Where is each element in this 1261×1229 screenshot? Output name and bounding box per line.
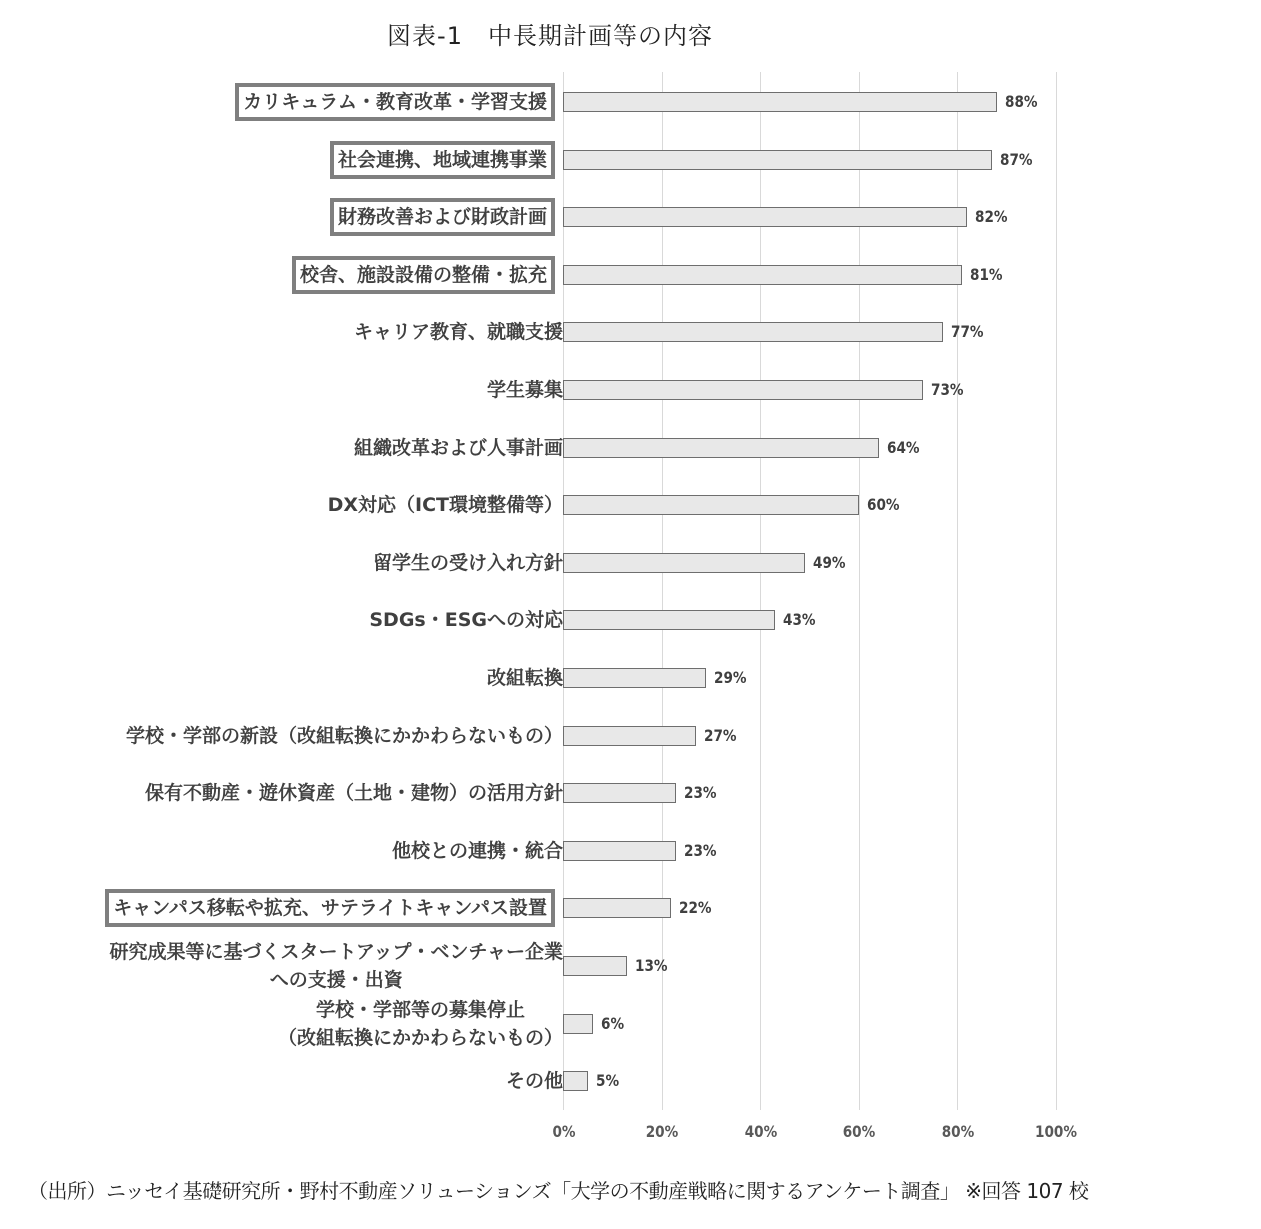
bar-row xyxy=(563,304,1057,362)
bar-row xyxy=(563,765,1057,823)
category-label-line1: 他校との連携・統合 xyxy=(391,839,563,862)
bar xyxy=(563,1014,593,1034)
bar xyxy=(563,150,992,170)
category-label-line2: （改組転換にかかわらないもの） xyxy=(277,1026,563,1049)
category-label xyxy=(109,938,563,994)
bar-row xyxy=(563,420,1057,478)
value-label: 77% xyxy=(950,322,984,342)
category-label-line1: SDGs・ESGへの対応 xyxy=(369,609,563,632)
category-label xyxy=(354,434,563,462)
category-label-line2: への支援・出資 xyxy=(269,969,403,991)
category-label-line1: 学校・学部等の募集停止 xyxy=(315,998,525,1021)
category-label-line1: 校舎、施設設備の整備・拡充 xyxy=(299,263,547,286)
category-label-line1: その他 xyxy=(505,1070,563,1093)
bar xyxy=(563,495,859,515)
category-label-line1: 留学生の受け入れ方針 xyxy=(372,551,563,574)
category-label-line1: キャンパス移転や拡充、サテライトキャンパス設置 xyxy=(113,897,547,920)
category-label-line1: 組織改革および人事計画 xyxy=(353,436,563,459)
category-label xyxy=(145,779,563,807)
category-label xyxy=(392,837,563,865)
bar xyxy=(563,898,671,918)
value-label: 73% xyxy=(930,380,964,399)
category-label-line1: 社会連携、地域連携事業 xyxy=(337,148,547,171)
bar-row xyxy=(563,708,1057,766)
bar xyxy=(563,207,967,227)
bar-row xyxy=(563,823,1057,881)
bar-row xyxy=(563,362,1057,420)
bar-row xyxy=(563,1053,1057,1111)
bar-row xyxy=(563,650,1057,708)
bar xyxy=(563,553,805,573)
value-label: 60% xyxy=(866,495,900,515)
bar xyxy=(563,438,879,458)
bar xyxy=(563,726,696,746)
highlighted-category-label xyxy=(292,256,555,294)
bar-row xyxy=(563,938,1057,996)
plot-area xyxy=(563,72,1057,1110)
x-tick-label: 60% xyxy=(842,1122,876,1141)
value-label: 13% xyxy=(635,956,668,975)
value-label: 64% xyxy=(886,437,920,457)
highlighted-category-label xyxy=(330,141,555,179)
bar xyxy=(563,380,923,400)
category-label xyxy=(278,996,563,1052)
category-label-line1: カリキュラム・教育改革・学習支援 xyxy=(243,91,547,113)
x-tick-label: 80% xyxy=(941,1122,975,1141)
bar xyxy=(563,610,775,630)
category-label xyxy=(328,491,563,519)
category-label-line1: 学校・学部の新設（改組転換にかかわらないもの） xyxy=(125,724,563,747)
x-tick-label: 20% xyxy=(645,1122,679,1141)
bar-row xyxy=(563,74,1057,132)
category-label-line1: 保有不動産・遊休資産（土地・建物）の活用方針 xyxy=(144,782,563,805)
bar-row xyxy=(563,535,1057,593)
category-label xyxy=(506,1067,563,1095)
bar-row xyxy=(563,477,1057,535)
bar-row xyxy=(563,996,1057,1054)
category-label-line1: 研究成果等に基づくスタートアップ・ベンチャー企業 xyxy=(109,941,563,963)
value-label: 49% xyxy=(812,552,846,572)
value-label: 27% xyxy=(704,725,737,745)
highlighted-category-label xyxy=(330,198,555,236)
value-label: 82% xyxy=(975,207,1008,227)
bar xyxy=(563,668,706,688)
value-label: 43% xyxy=(782,610,816,630)
value-label: 87% xyxy=(999,149,1033,169)
x-tick-label: 40% xyxy=(744,1122,778,1141)
category-label xyxy=(487,376,563,404)
value-label: 81% xyxy=(970,264,1003,284)
category-label-line1: キャリア教育、就職支援 xyxy=(353,321,563,344)
bar xyxy=(563,841,676,861)
bar xyxy=(563,92,997,112)
bar xyxy=(563,956,627,976)
value-label: 23% xyxy=(684,840,717,860)
bar-row xyxy=(563,592,1057,650)
bar-row xyxy=(563,132,1057,190)
category-label xyxy=(354,318,563,346)
chart-title: 図表-1 中長期計画等の内容 xyxy=(387,22,713,50)
highlighted-category-label xyxy=(235,83,555,121)
value-label: 22% xyxy=(679,898,713,918)
bar-row xyxy=(563,189,1057,247)
category-label xyxy=(373,549,563,577)
category-label xyxy=(126,722,563,750)
value-label: 88% xyxy=(1004,92,1038,111)
bar xyxy=(563,265,962,285)
bar xyxy=(563,322,943,342)
category-label xyxy=(487,664,563,692)
category-label-line1: 学生募集 xyxy=(486,379,563,401)
value-label: 6% xyxy=(600,1013,624,1033)
bar-row xyxy=(563,880,1057,938)
bar xyxy=(563,783,676,803)
category-label-line1: DX対応（ICT環境整備等） xyxy=(327,494,563,517)
x-tick-label: 100% xyxy=(1034,1122,1078,1141)
source-note: （出所）ニッセイ基礎研究所・野村不動産ソリューションズ「大学の不動産戦略に関するアンケート調査」 ※回答 107 校 xyxy=(28,1179,1089,1203)
category-label-line1: 財務改善および財政計画 xyxy=(337,206,547,229)
value-label: 29% xyxy=(713,668,747,687)
bar xyxy=(563,1071,588,1091)
value-label: 5% xyxy=(595,1071,619,1091)
bar-row xyxy=(563,247,1057,305)
value-label: 23% xyxy=(684,783,717,803)
highlighted-category-label xyxy=(105,889,555,927)
category-label xyxy=(369,606,563,634)
category-label-line1: 改組転換 xyxy=(486,667,563,689)
x-tick-label: 0% xyxy=(552,1122,576,1141)
